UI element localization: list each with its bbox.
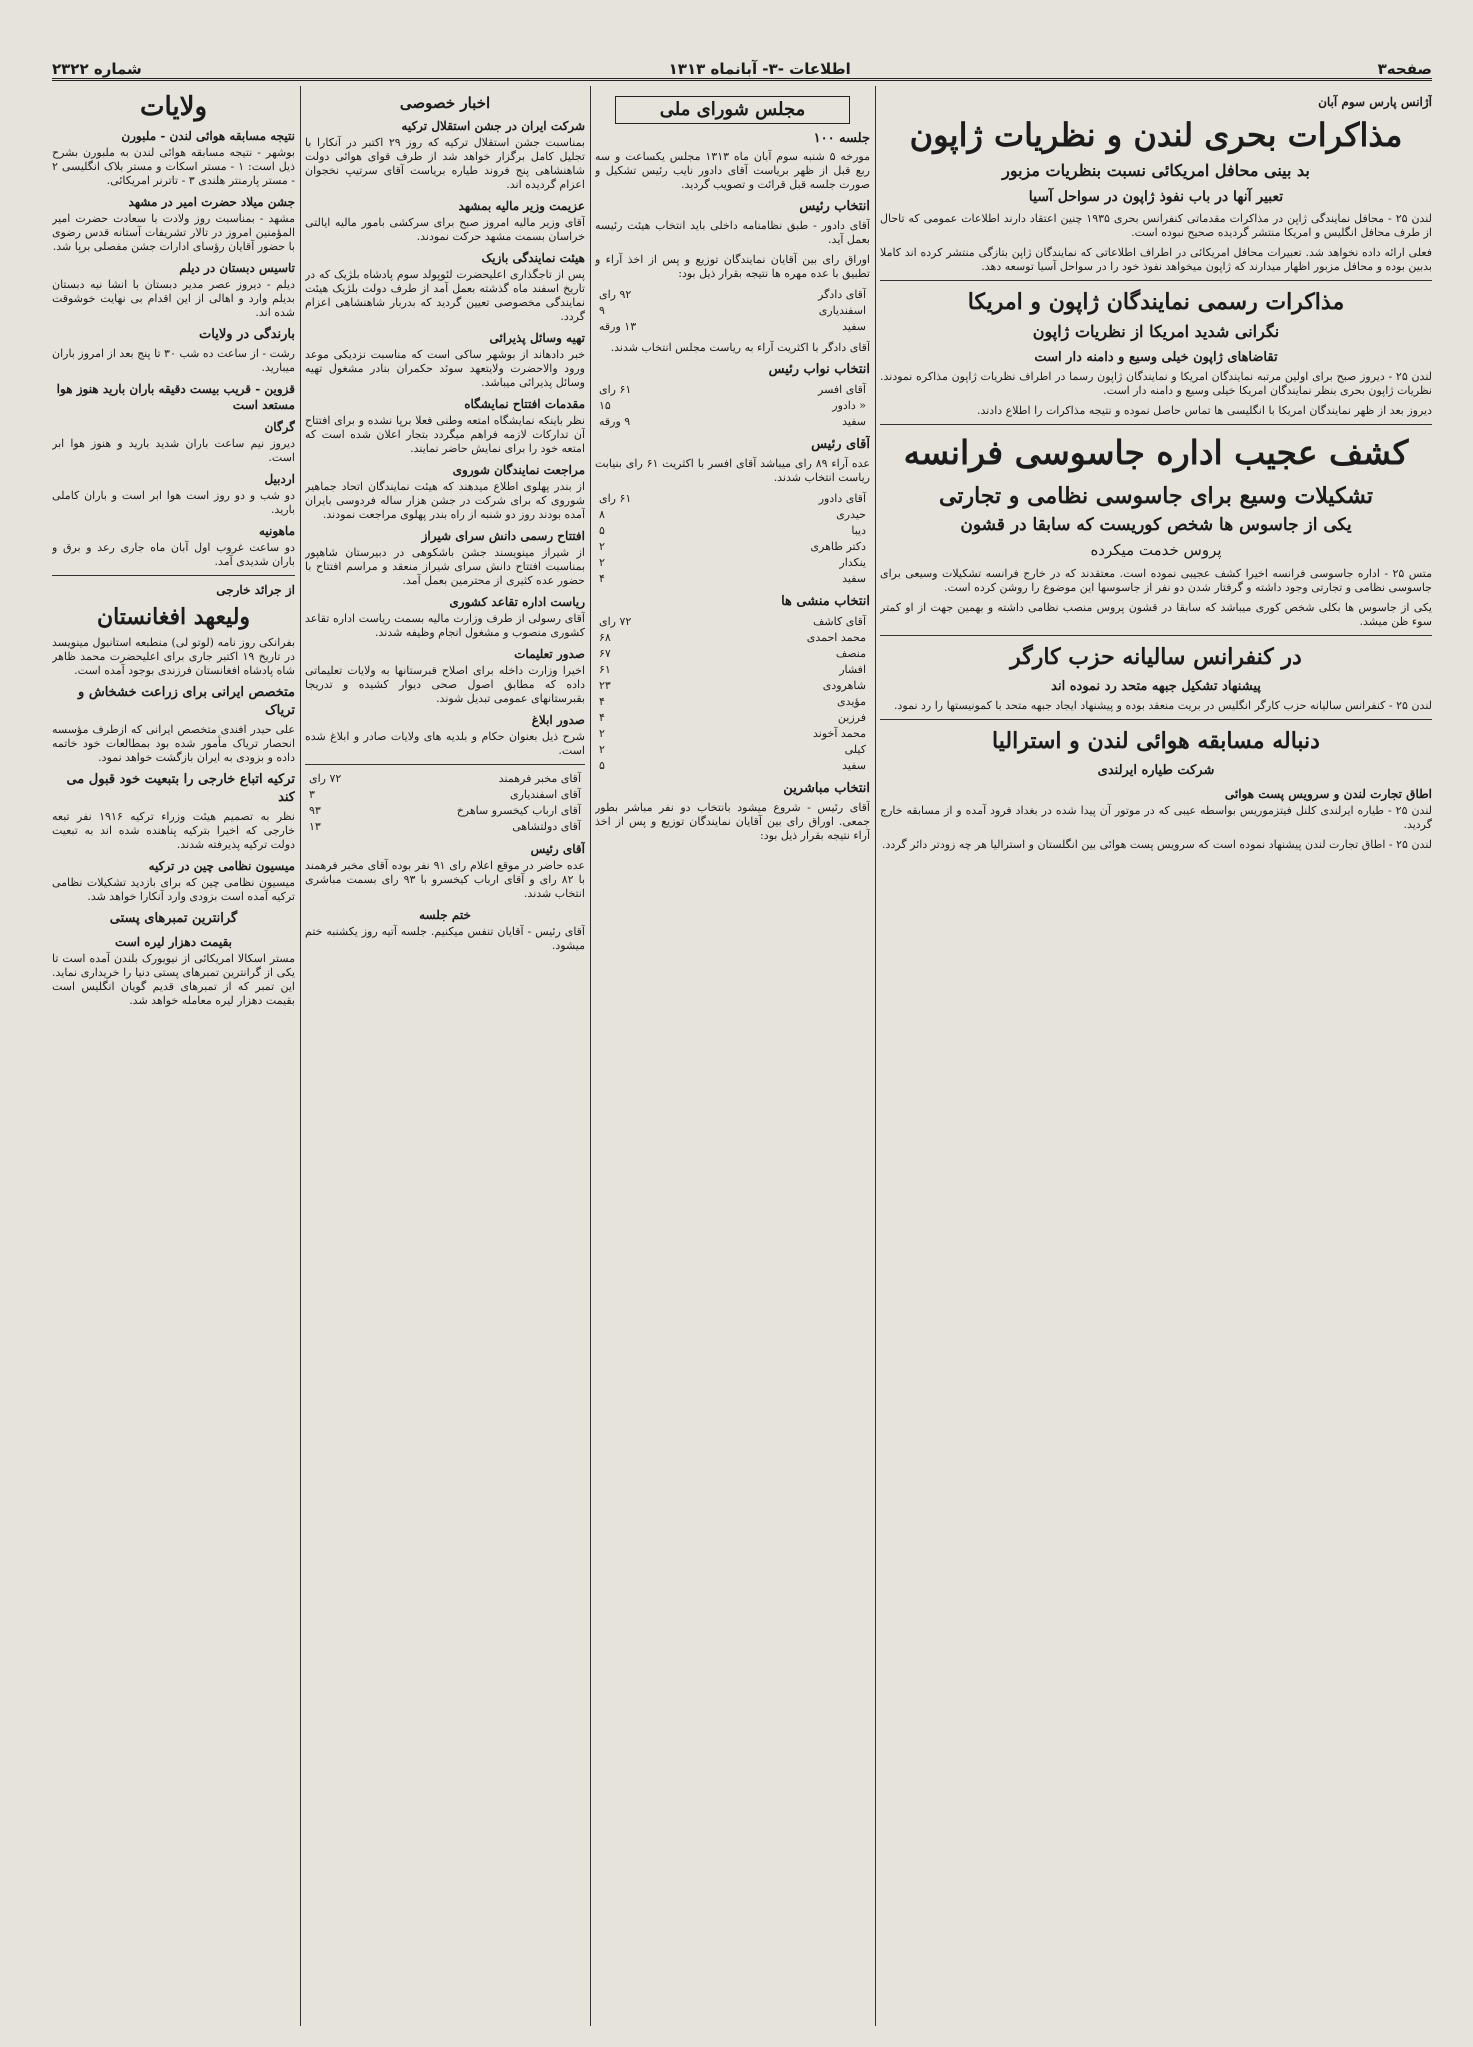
article-heading: ولیعهد افغانستان	[96, 604, 251, 630]
issue-number: شماره ۲۳۲۲	[52, 60, 142, 78]
article-paragraph: لندن ۲۵ - کنفرانس سالیانه حزب کارگر انگلیس در بریت منعقد بوده و پیشنهاد ایجاد جبهه متحد با کمونیستها را رد نمود.	[894, 699, 1432, 712]
article-paragraph: آقای وزیر مالیه امروز صبح برای سرکشی بامور مالیه ایالتی خراسان بسمت مشهد حرکت نمودند.	[305, 216, 585, 243]
article-heading: گرانترین تمبرهای پستی	[109, 911, 238, 926]
article-paragraph: علی حیدر افندی متخصص ایرانی که ازطرف مؤسسه انحصار تریاک مأمور شده بود بمطالعات خود خاتمه داده و بزودی به ایران بازگشت خواهد نمود.	[52, 723, 295, 764]
vote-table-stewards	[305, 771, 585, 835]
article-paragraph: لندن ۲۵ - اطاق تجارت لندن پیشنهاد نموده است که سرویس پست هوائی بین انگلستان و استرالیا هر چه زودتر دائر گردد.	[882, 838, 1432, 851]
article-paragraph: از شیراز مینویسند جشن باشکوهی در دبیرستان شاهپور بمناسبت افتتاح دانش سرای شیراز منعقد و مراسم افتتاح با حضور عده کثیری از محترمین بعمل آمد.	[305, 546, 585, 587]
article-heading: بقیمت دهزار لیره است	[114, 935, 233, 949]
section-heading: انتخاب رئیس	[799, 199, 870, 214]
vote-row: فرزین ۴	[599, 711, 866, 724]
vote-row: آقای اسفندیاری ۳	[309, 788, 581, 801]
section-title-private: اخبار خصوصی	[399, 94, 491, 112]
subheadline: شرکت طیاره ایرلندی	[1097, 763, 1215, 778]
vote-table-speaker	[595, 287, 870, 335]
vote-row: دکتر طاهری ۲	[599, 540, 866, 553]
divider	[52, 575, 295, 576]
article-heading: ختم جلسه	[419, 908, 471, 922]
section-heading: انتخاب منشی ها	[781, 594, 870, 609]
article-heading: مقدمات افتتاح نمایشگاه	[464, 397, 585, 411]
vote-table-second-vice	[595, 491, 870, 587]
paper-title: اطلاعات -۳- آبانماه ۱۳۱۳	[668, 60, 851, 78]
column-rule	[590, 86, 591, 2026]
vote-row: مؤیدی ۴	[599, 695, 866, 708]
column-rule	[300, 86, 301, 2026]
vote-row: آقای افسر ۶۱ رای	[599, 383, 866, 396]
vote-row: آقای دادور ۶۱ رای	[599, 492, 866, 505]
vote-table-secretaries	[595, 614, 870, 774]
vote-row: ینکدار ۲	[599, 556, 866, 569]
article-paragraph: عده حاضر در موقع اعلام رای ۹۱ نفر بوده آقای مخبر فرهمند با ۸۲ رای و آقای ارباب کیخسرو با ۹۳ رای بسمت مباشری انتخاب شدند.	[305, 859, 585, 900]
vote-row: سفید ۴	[599, 572, 866, 585]
headline-espionage: کشف عجیب اداره جاسوسی فرانسه	[903, 433, 1409, 472]
subheadline: یکی از جاسوس ها شخص کوریست که سابقا در قشون	[960, 515, 1352, 535]
article-paragraph: دو شب و دو روز است هوا ابر است و باران کاملی بارید.	[52, 489, 295, 516]
article-heading: میسیون نظامی چین در ترکیه	[148, 859, 295, 873]
subheadline: اطاق تجارت لندن و سرویس پست هوائی	[1224, 787, 1432, 801]
section-heading: انتخاب نواب رئیس	[768, 362, 870, 377]
vote-row: آقای مخبر فرهمند ۷۲ رای	[309, 772, 581, 785]
vote-row: آقای دادگر ۹۲ رای	[599, 288, 866, 301]
article-paragraph: آقای رئیس - آقایان تنفس میکنیم. جلسه آتیه روز یکشنبه ختم میشود.	[305, 925, 585, 952]
article-paragraph: آقای دادور - طبق نظامنامه داخلی باید انتخاب هیئت رئیسه بعمل آید.	[595, 219, 870, 246]
page-number: صفحه۳	[1377, 60, 1432, 78]
article-heading: نتیجه مسابقه هوائی لندن - ملبورن	[121, 129, 295, 143]
subheadline: نگرانی شدید امریکا از نظریات ژاپون	[1032, 322, 1280, 341]
article-paragraph: دیلم - دیروز عصر مدیر دبستان با انشا نیه دبستان بدیلم وارد و اهالی از این اقدام بی نهایت خوشوقت شده اند.	[52, 278, 295, 319]
vote-row: آقای دولتشاهی ۱۳	[309, 820, 581, 833]
article-heading: مراجعت نمایندگان شوروی	[452, 463, 585, 477]
vote-row: سفید ۹ ورقه	[599, 415, 866, 428]
vote-row: سفید ۵	[599, 759, 866, 772]
article-heading: متخصص ایرانی برای زراعت خشخاش و تریاک	[78, 685, 295, 718]
article-paragraph: لندن ۲۵ - دیروز صبح برای اولین مرتبه نمایندگان امریکا و نمایندگان ژاپون رسما در اطراف نظریات ژاپون مذاکره نمودند. نظریات ژاپون بحری بنظر نمایندگان امریکا خیلی وسیع و دامنه دار است.	[880, 370, 1432, 397]
article-heading: صدور تعلیمات	[514, 647, 585, 661]
article-paragraph: یکی از جاسوس ها بکلی شخص کوری میباشد که سابقا در قشون پروس منصب نظامی داشته و بهمین جهت از او کمتر سوء ظن میشد.	[880, 601, 1432, 628]
vote-row: اسفندیاری ۹	[599, 304, 866, 317]
headline-air-race: دنباله مسابقه هوائی لندن و استرالیا	[992, 728, 1320, 754]
article-heading: گرگان	[264, 420, 295, 434]
article-heading: عزیمت وزیر مالیه بمشهد	[458, 199, 585, 213]
vote-row: افشار ۶۱	[599, 663, 866, 676]
article-paragraph: نظر به تصمیم هیئت وزراء ترکیه ۱۹۱۶ نفر تبعه خارجی که اخیرا بترکیه پناهنده شده اند به تبعیت دولت ترکیه پذیرفته شدند.	[52, 810, 295, 851]
vote-row: « دادور ۱۵	[599, 399, 866, 412]
article-paragraph: بمناسبت جشن استقلال ترکیه که روز ۲۹ اکتبر در آنکارا با تجلیل کامل برگزار خواهد شد از طرف قوای هوائی دولت شاهنشاهی پنج فروند طیاره بریاست آقای سرتیپ نخجوان اعزام گردیده اند.	[305, 136, 585, 191]
headline-official-talks: مذاکرات رسمی نمایندگان ژاپون و امریکا	[967, 289, 1345, 315]
vote-row: کیلی ۲	[599, 743, 866, 756]
vote-row: منصف ۶۷	[599, 647, 866, 660]
article-paragraph: رشت - از ساعت ده شب ۳۰ تا پنج بعد از امروز باران میبارید.	[52, 347, 295, 374]
article-heading: شرکت ایران در جشن استقلال ترکیه	[401, 119, 585, 133]
article-paragraph: نظر باینکه نمایشگاه امتعه وطنی فعلا برپا نشده و برای افتتاح آن تدارکات لازمه فراهم میگردد بتجار اعلان شده است که امتعه خود را برای نمایش حاضر نمایند.	[305, 414, 585, 455]
article-heading: صدور ابلاغ	[531, 713, 585, 727]
article-heading: افتتاح رسمی دانش سرای شیراز	[421, 529, 585, 543]
article-heading: تهیه وسائل پذیرائی	[489, 331, 585, 345]
article-paragraph: بفرانکی روز نامه (لوتو لی) منطبعه استانبول مینویسد در تاریخ ۱۹ اکتبر جاری برای اعلیحضرت محمد ظاهر شاه پادشاه افغانستان فرزندی بوجود آمده است.	[52, 636, 295, 677]
article-paragraph: لندن ۲۵ - محافل نمایندگی ژاپن در مذاکرات مقدماتی کنفرانس بحری ۱۹۳۵ چنین اعتقاد دارند اطلاعات عمومی که تاحال از طرف محافل انگلیس و امریکا منتشر گردیده صحیح نبوده است.	[880, 212, 1432, 239]
subheadline: تشکیلات وسیع برای جاسوسی نظامی و تجارتی	[939, 483, 1373, 509]
vote-row: آقای ارباب کیخسرو ساهرخ ۹۳	[309, 804, 581, 817]
article-paragraph: آقای رسولی از طرف وزارت مالیه بسمت ریاست اداره تقاعد کشوری منصوب و مشغول انجام وظیفه شدند.	[305, 612, 585, 639]
headline-labour-conference: در کنفرانس سالیانه حزب کارگر	[1010, 644, 1302, 670]
vote-row: محمد آخوند ۲	[599, 727, 866, 740]
article-heading: بارندگی در ولایات	[199, 327, 295, 342]
article-paragraph: دو ساعت غروب اول آبان ماه جاری رعد و برق و باران شدیدی آمد.	[52, 541, 295, 568]
vote-row: آقای کاشف ۷۲ رای	[599, 615, 866, 628]
vote-row: محمد احمدی ۶۸	[599, 631, 866, 644]
article-paragraph: متس ۲۵ - اداره جاسوسی فرانسه اخیرا کشف عجیبی نموده است. معتقدند که در خارج فرانسه تشکیلات وسیعی برای جاسوسی نظامی و تجارتی وجود داشته و گرفتار شدن دو نفر از جاسوسها این موضوع را روشن کرده است.	[880, 567, 1432, 594]
section-title-majlis: مجلس شورای ملی	[615, 96, 850, 124]
main-news-column	[880, 88, 1432, 2028]
article-heading: آقای رئیس	[530, 842, 585, 856]
subheadline: پروس خدمت میکرده	[1090, 541, 1222, 559]
article-paragraph: آقای رئیس - شروع میشود بانتخاب دو نفر مباشر بطور جمعی. اوراق رای بین آقایان نمایندگان توزیع و پس از اخذ آراء نتیجه بقرار ذیل بود:	[595, 801, 870, 842]
column-rule	[875, 86, 876, 2026]
article-paragraph: فعلی ارائه داده نخواهد شد. تعبیرات محافل امریکائی در اطراف اطلاعاتی که نمایندگان ژاپن بتازگی منتشر کرده اند کاملا بدبین بوده و محافل مزبور اظهار میدارند که ژاپون میخواهد نفوذ خود را در سواحل آسیا توسعه دهد.	[880, 246, 1432, 273]
article-paragraph: میسیون نظامی چین که برای بازدید تشکیلات نظامی ترکیه آمده است بزودی وارد آنکارا خواهد شد.	[52, 876, 295, 903]
subheadline: بد بینی محافل امریکائی نسبت بنظریات مزبور	[1002, 161, 1310, 180]
vote-row: سفید ۱۳ ورقه	[599, 320, 866, 333]
article-paragraph: اوراق رای بین آقایان نمایندگان توزیع و پس از اخذ آراء و تطبیق با عده مهره ها نتیجه بقرار ذیل بود:	[595, 253, 870, 280]
article-paragraph: مشهد - بمناسبت روز ولادت با سعادت حضرت امیر المؤمنین امروز در تالار تشریفات آستانه قدس رضوی با حضور آقایان رؤسای ادارات جشن مفصلی برپا شد.	[52, 212, 295, 253]
divider	[880, 424, 1432, 425]
vote-row: دیبا ۵	[599, 524, 866, 537]
vote-row: حیدری ۸	[599, 508, 866, 521]
article-paragraph: مورخه ۵ شنبه سوم آبان ماه ۱۳۱۳ مجلس یکساعت و سه ربع قبل از ظهر بریاست آقای دادور نایب رئیس تشکیل و صورت جلسه قبل قرائت و تصویب گردید.	[595, 150, 870, 191]
article-heading: ترکیه اتباع خارجی را بتبعیت خود قبول می کند	[66, 772, 295, 805]
article-heading: قزوین - قریب بیست دقیقه باران بارید هنوز هوا مستعد است	[56, 382, 295, 412]
vote-row: شاهرودی ۲۳	[599, 679, 866, 692]
section-heading: انتخاب مباشرین	[783, 781, 870, 796]
agency-line: آژانس پارس سوم آبان	[1318, 95, 1432, 109]
article-paragraph: شرح ذیل بعنوان حکام و بلدیه های ولایات صادر و ابلاغ شده است.	[305, 730, 585, 757]
article-heading: هیئت نمایندگی بازیک	[481, 251, 585, 265]
article-paragraph: عده آراء ۸۹ رای میباشد آقای افسر با اکثریت ۶۱ رای بنیابت ریاست انتخاب شدند.	[595, 457, 870, 484]
article-paragraph: مستر اسکالا امریکائی از نیویورک بلندن آمده است تا یکی از گرانترین تمبرهای پستی دنیا را خریداری نماید. این تمبر که از تمبرهای قدیم گویان انگلیس است بقیمت دهزار لیره معامله خواهد شد.	[52, 952, 295, 1007]
article-heading: اردبیل	[264, 472, 295, 486]
article-paragraph: دیروز بعد از ظهر نمایندگان امریکا با انگلیسی ها تماس حاصل نموده و نتیجه مذاکرات را اطلاع دادند.	[976, 404, 1432, 417]
divider	[880, 719, 1432, 720]
article-paragraph: اخیرا وزارت داخله برای اصلاح قبرستانها به ولایات تعلیماتی داده که مطابق اصول صحی دیوار کشیده و تدریجا بقبرستانهای عمومی تبدیل شوند.	[305, 664, 585, 705]
article-paragraph: لندن ۲۵ - طیاره ایرلندی کلنل فیتزموریس بواسطه عیبی که در موتور آن پیدا شده در بغداد فرود آمده و از مسابقه خارج گردید.	[880, 804, 1432, 831]
majlis-column	[595, 88, 870, 2028]
article-heading: ماهونیه	[258, 524, 295, 538]
article-paragraph: بوشهر - نتیجه مسابقه هوائی لندن به ملبورن بشرح ذیل است: ۱ - مستر اسکات و مستر بلاک انگلیسی ۲ - مستر پارمنتر هلندی ۳ - تاترنر امریکائی.	[52, 146, 295, 187]
article-paragraph: پس از تاجگذاری اعلیحضرت لئوپولد سوم پادشاه بلژیک که در تاریخ اسفند ماه گذشته بعمل آمد از طرف دولت بلژیک هیئت نمایندگی مخصوصی تعیین گردید که بدربار شاهنشاهی اعزام گردد.	[305, 268, 585, 323]
masthead	[52, 52, 1432, 81]
subheadline: تقاضاهای ژاپون خیلی وسیع و دامنه دار است	[1034, 350, 1278, 365]
source-label: از جرائد خارجی	[216, 583, 295, 597]
vote-table-vice	[595, 382, 870, 430]
divider	[880, 280, 1432, 281]
article-heading: تاسیس دبستان در دیلم	[179, 261, 295, 275]
divider	[305, 764, 585, 765]
subheadline: تعبیر آنها در باب نفوذ ژاپون در سواحل آسیا	[1028, 189, 1284, 205]
article-paragraph: دیروز نیم ساعت باران شدید بارید و هنوز هوا ابر است.	[52, 437, 295, 464]
article-heading: ریاست اداره تقاعد کشوری	[449, 595, 585, 609]
headline-naval-talks: مذاکرات بحری لندن و نظریات ژاپون	[909, 116, 1403, 154]
article-paragraph: از بندر پهلوی اطلاع میدهند که هیئت نمایندگان اتحاد جماهیر شوروی که برای شرکت در جشن هزار ساله فردوسی بایران آمده بودند روز دو شنبه از راه بندر پهلوی مراجعت نمودند.	[305, 480, 585, 521]
section-title-provinces: ولایات	[139, 92, 208, 122]
section-heading: آقای رئیس	[811, 437, 870, 452]
article-heading: جشن میلاد حضرت امیر در مشهد	[128, 195, 295, 209]
subheadline: پیشنهاد تشکیل جبهه متحد رد نموده اند	[1051, 679, 1261, 694]
provinces-column	[52, 88, 295, 2028]
divider	[880, 635, 1432, 636]
article-paragraph: آقای دادگر با اکثریت آراء به ریاست مجلس انتخاب شدند.	[610, 341, 870, 354]
session-number: جلسه ۱۰۰	[813, 131, 870, 146]
private-news-column	[305, 88, 585, 2028]
article-paragraph: خبر دادهاند از بوشهر ساکی است که مناسبت نزدیکی موعد ورود والاحضرت ولایتعهد سوئد حکمران بنادر مشغول تهیه وسائل پذیرائی میباشد.	[305, 348, 585, 389]
